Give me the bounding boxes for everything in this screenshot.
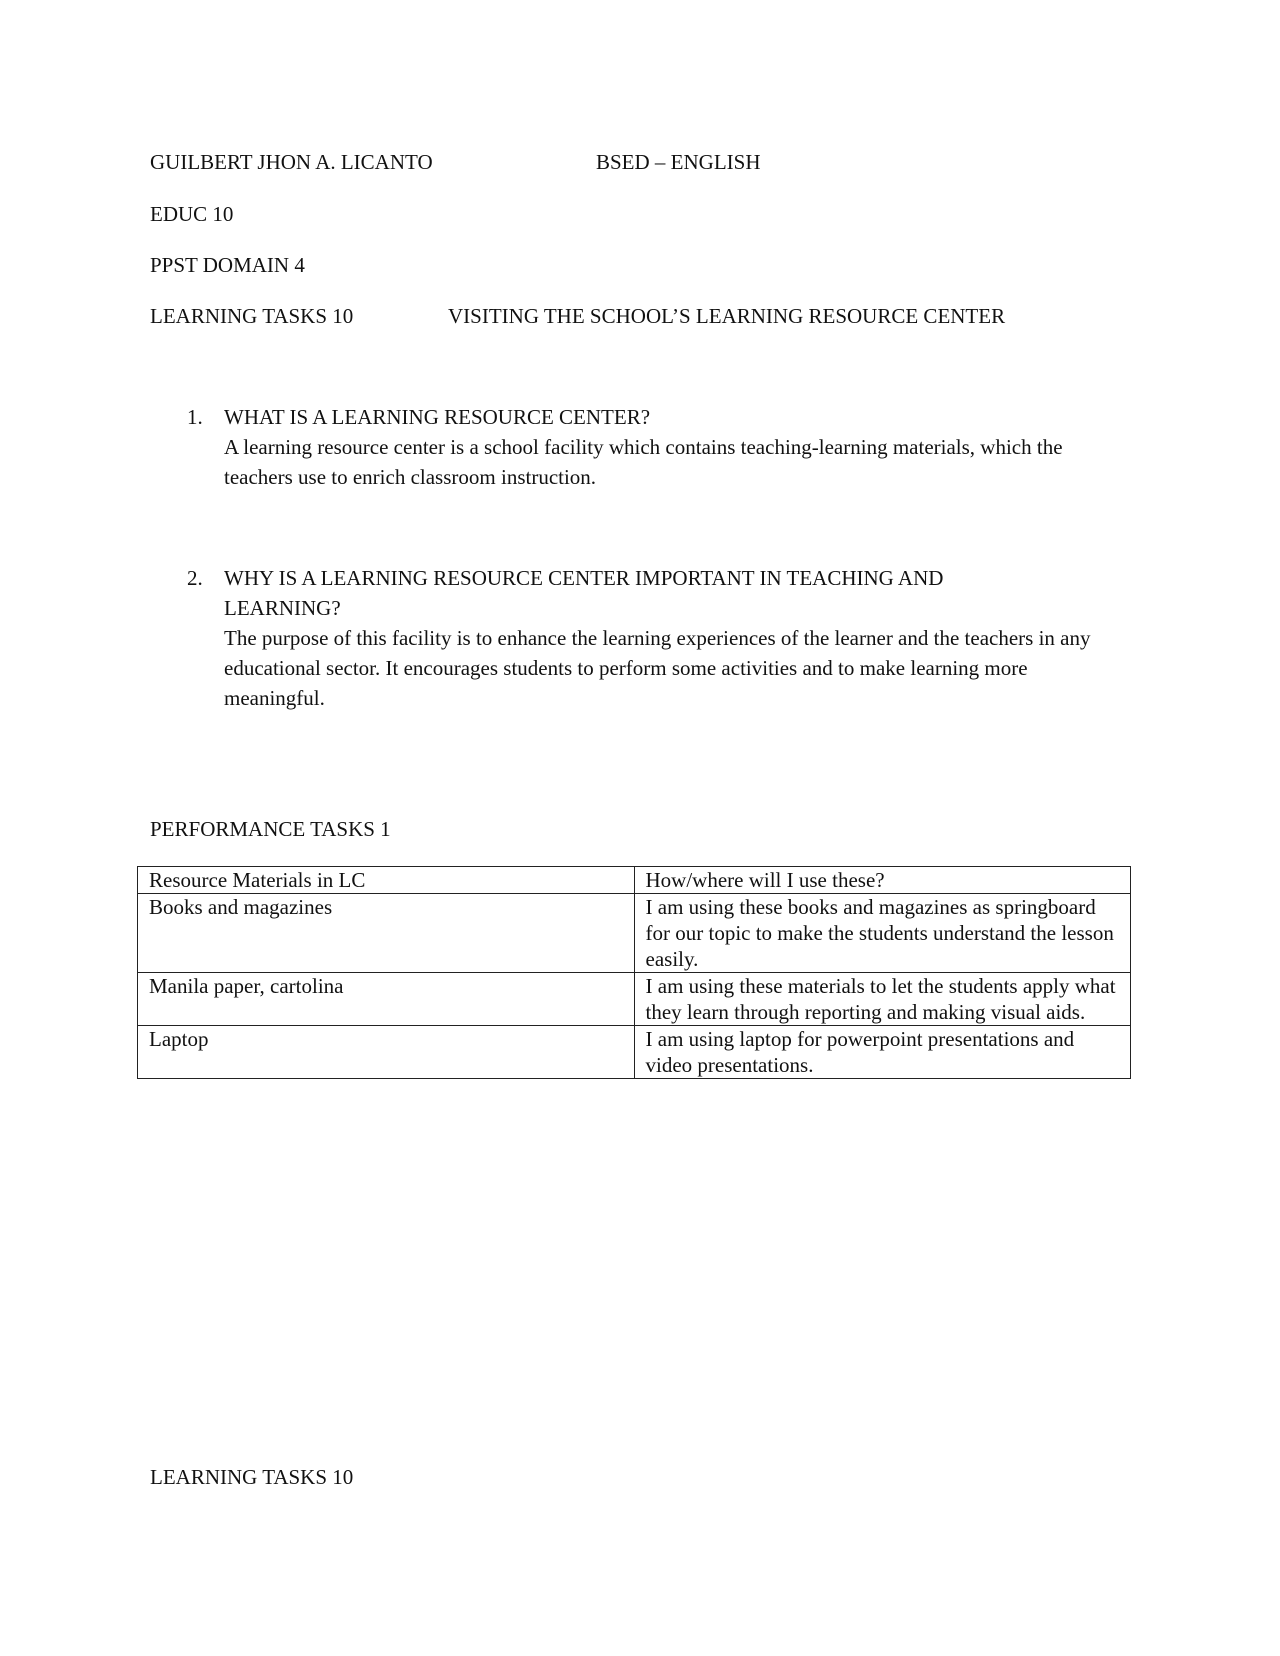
- question-text: WHY IS A LEARNING RESOURCE CENTER IMPORTANT IN TEACHING AND LEARNING?: [224, 566, 944, 620]
- answer-text: The purpose of this facility is to enhance the learning experiences of the learner and the teachers in any educational sector. It encourages students to perform some activities and to make learning more meaningful.: [224, 626, 1091, 710]
- table-cell: I am using these books and magazines as springboard for our topic to make the students understand the lesson easily.: [634, 894, 1131, 973]
- answer-text: A learning resource center is a school facility which contains teaching-learning materials, which the teachers use to enrich classroom instruction.: [224, 435, 1063, 489]
- performance-title: PERFORMANCE TASKS 1: [150, 817, 391, 841]
- footer-heading: LEARNING TASKS 10: [150, 1465, 354, 1489]
- task-title: VISITING THE SCHOOL’S LEARNING RESOURCE CENTER: [448, 304, 1006, 328]
- table-row: [138, 973, 1131, 1026]
- table-header: How/where will I use these?: [634, 867, 1131, 894]
- program: BSED – ENGLISH: [596, 150, 761, 174]
- task-label: LEARNING TASKS 10: [150, 304, 354, 328]
- table-cell: Books and magazines: [138, 894, 635, 973]
- table-row: [138, 1026, 1131, 1079]
- table-cell: Laptop: [138, 1026, 635, 1079]
- course: EDUC 10: [150, 202, 234, 226]
- table-row: [138, 894, 1131, 973]
- table-header: Resource Materials in LC: [138, 867, 635, 894]
- student-name: GUILBERT JHON A. LICANTO: [150, 150, 433, 174]
- table-cell: I am using laptop for powerpoint presentations and video presentations.: [634, 1026, 1131, 1079]
- question-number: 2.: [187, 566, 203, 590]
- question-text: WHAT IS A LEARNING RESOURCE CENTER?: [224, 405, 651, 429]
- question-number: 1.: [187, 405, 203, 429]
- domain: PPST DOMAIN 4: [150, 253, 305, 277]
- resource-table: [137, 866, 1131, 1079]
- table-cell: Manila paper, cartolina: [138, 973, 635, 1026]
- table-cell: I am using these materials to let the students apply what they learn through reporting and making visual aids.: [634, 973, 1131, 1026]
- table-header-row: [138, 867, 1131, 894]
